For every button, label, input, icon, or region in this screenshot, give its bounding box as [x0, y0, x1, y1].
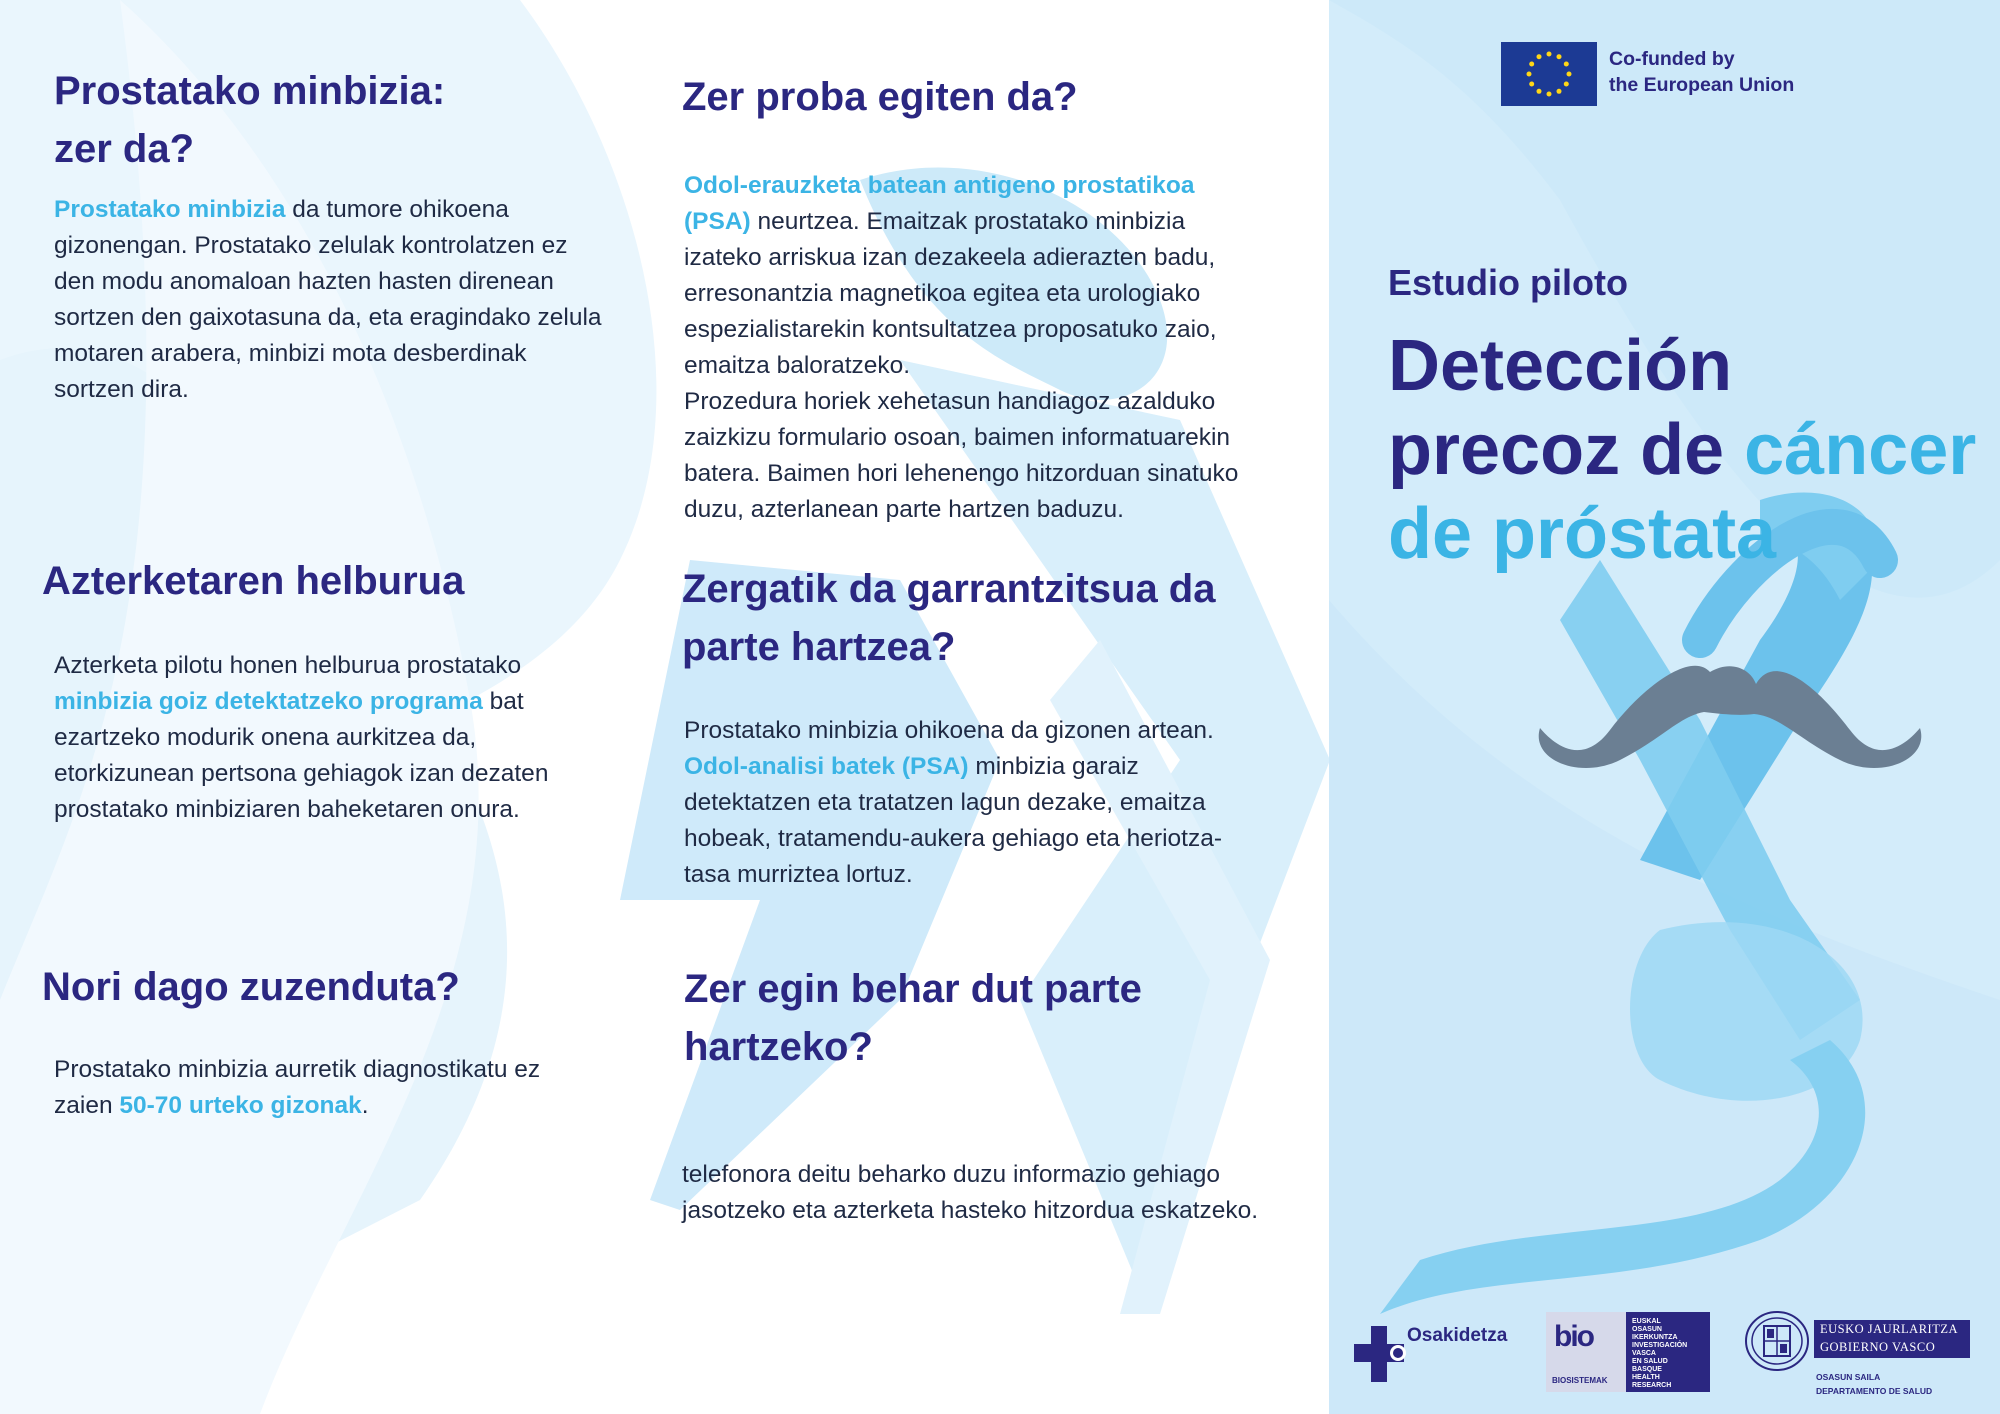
section-audience-highlight: 50-70 urteko gizonak — [119, 1092, 362, 1119]
section-test-line-3: izateko arriskua izan dezakeela adierazten badu, — [684, 244, 1216, 271]
section-participate-line-2: jasotzeko eta azterketa hasteko hitzordua eskatzeko. — [682, 1197, 1259, 1224]
bioef-line-5: VASCA — [1632, 1350, 1656, 1357]
cover-title-line-2 — [1388, 408, 1976, 492]
gov-dept-line-1: OSASUN SAILA — [1816, 1372, 1881, 1382]
section-importance-body-block — [684, 713, 1324, 893]
section-test-line-8: zaizkizu formulario osoan, baimen informatuarekin — [684, 424, 1231, 451]
section-what-is-title — [54, 62, 654, 178]
section-importance-title-1: Zergatik da garrantzitsua da — [682, 567, 1216, 611]
section-test-body-block — [684, 168, 1324, 528]
gov-department — [1816, 1370, 1932, 1398]
section-importance-line-2: minbizia garaiz — [968, 753, 1139, 780]
bioef-line-8: HEALTH — [1632, 1374, 1660, 1381]
section-test-line-10: duzu, azterlanean parte hartzen baduzu. — [684, 496, 1124, 523]
section-what-is — [54, 62, 654, 408]
eu-flag-icon — [1501, 42, 1597, 106]
section-test-highlight-2: (PSA) — [684, 208, 751, 235]
section-importance-title — [682, 560, 1322, 676]
eu-cofunded-text — [1609, 46, 1794, 98]
section-audience-line-1: Prostatako minbizia aurretik diagnostikatu ez — [54, 1056, 541, 1083]
cover-title-line-1: Detección — [1388, 326, 1733, 406]
section-what-is-title-1: Prostatako minbizia: — [54, 69, 446, 113]
section-what-is-line-3: den modu anomaloan hazten hasten direnean — [54, 268, 554, 295]
section-participate — [684, 960, 1324, 1076]
section-participate-line-1: telefonora deitu beharko duzu informazio gehiago — [682, 1161, 1221, 1188]
section-test-line-6: emaitza baloratzeko. — [684, 352, 911, 379]
basque-government-shield-icon — [1744, 1310, 1810, 1372]
section-participate-body-block — [682, 1157, 1342, 1229]
bioef-line-9: RESEARCH — [1632, 1382, 1672, 1389]
cover-title-line-3: de próstata — [1388, 494, 1777, 574]
bioef-line-3: IKERKUNTZA — [1632, 1334, 1678, 1341]
section-test-title: Zer proba egiten da? — [682, 75, 1078, 119]
section-importance — [682, 560, 1322, 676]
section-what-is-highlight: Prostatako minbizia — [54, 196, 286, 223]
section-importance-highlight: Odol-analisi batek (PSA) — [684, 753, 969, 780]
cover-subtitle: Estudio piloto — [1388, 262, 1628, 303]
bioef-line-4: INVESTIGACIÓN — [1632, 1342, 1688, 1349]
eu-line-2: the European Union — [1609, 74, 1795, 96]
section-test-line-2: neurtzea. Emaitzak prostatako minbizia — [750, 208, 1186, 235]
bioef-logo-lines — [1632, 1318, 1706, 1390]
section-audience-body — [54, 1052, 654, 1124]
section-test-line-5: espezialistarekin kontsultatzea proposatuko zaio, — [684, 316, 1217, 343]
bioef-logo-mark: bio — [1554, 1320, 1593, 1353]
section-objective-line-1: Azterketa pilotu honen helburua prostatako — [54, 652, 522, 679]
basque-government-logo — [1814, 1320, 1970, 1358]
bioef-line-2: OSASUN — [1632, 1326, 1662, 1333]
section-what-is-line-6: sortzen dira. — [54, 376, 189, 403]
section-participate-title-1: Zer egin behar dut parte — [684, 967, 1142, 1011]
section-what-is-line-5: motaren arabera, minbizi mota desberdinak — [54, 340, 527, 367]
section-what-is-line-4: sortzen den gaixotasuna da, eta eragindako zelula — [54, 304, 602, 331]
section-objective-line-2: bat — [482, 688, 524, 715]
bioef-line-6: EN SALUD — [1632, 1358, 1668, 1365]
section-importance-body — [684, 713, 1324, 893]
section-test-line-7: Prozedura horiek xehetasun handiagoz azalduko — [684, 388, 1216, 415]
section-what-is-body — [54, 192, 654, 408]
bioef-logo-small: BIOSISTEMAK — [1552, 1376, 1608, 1385]
section-objective-body — [54, 648, 654, 828]
osakidetza-cross-icon — [1354, 1326, 1410, 1382]
cover-title-line-2-b: cáncer — [1744, 410, 1977, 490]
section-audience-line-2-a: zaien — [54, 1092, 120, 1119]
section-objective-title: Azterketaren helburua — [42, 559, 465, 603]
section-importance-line-4: hobeak, tratamendu-aukera gehiago eta heriotza- — [684, 825, 1222, 852]
section-participate-title-2: hartzeko? — [684, 1025, 873, 1069]
section-audience-title: Nori dago zuzenduta? — [42, 965, 460, 1009]
section-objective-line-3: ezartzeko modurik onena aurkitzea da, — [54, 724, 477, 751]
section-what-is-line-1: da tumore ohikoena — [285, 196, 509, 223]
section-importance-line-1: Prostatako minbizia ohikoena da gizonen artean. — [684, 717, 1214, 744]
section-objective-line-4: etorkizunean pertsona gehiagok izan dezaten — [54, 760, 549, 787]
section-objective-highlight: minbizia goiz detektatzeko programa — [54, 688, 483, 715]
section-objective — [42, 552, 642, 610]
section-importance-line-3: detektatzen eta tratatzen lagun dezake, emaitza — [684, 789, 1206, 816]
bioef-line-7: BASQUE — [1632, 1366, 1662, 1373]
section-audience-body-block — [54, 1052, 654, 1124]
section-participate-title — [684, 960, 1324, 1076]
gov-line-2: GOBIERNO VASCO — [1820, 1340, 1936, 1354]
section-audience — [42, 958, 642, 1016]
bioef-logo-mark-area — [1546, 1312, 1626, 1392]
section-objective-line-5: prostatako minbiziaren baheketaren onura. — [54, 796, 520, 823]
section-objective-body-block — [54, 648, 654, 828]
gov-line-1: EUSKO JAURLARITZA — [1820, 1322, 1959, 1336]
section-audience-line-2-b: . — [361, 1092, 369, 1119]
section-test-line-9: batera. Baimen hori lehenengo hitzorduan sinatuko — [684, 460, 1239, 487]
section-what-is-title-2: zer da? — [54, 127, 195, 171]
gov-dept-line-2: DEPARTAMENTO DE SALUD — [1816, 1386, 1933, 1396]
section-importance-title-2: parte hartzea? — [682, 625, 956, 669]
cover-title — [1388, 324, 1976, 576]
bioef-logo — [1546, 1312, 1710, 1392]
cover-title-line-2-a: precoz de — [1388, 410, 1745, 490]
section-participate-body — [682, 1157, 1342, 1229]
section-importance-line-5: tasa murriztea lortuz. — [684, 861, 913, 888]
section-test — [682, 68, 1322, 126]
eu-line-1: Co-funded by — [1609, 48, 1735, 70]
section-test-highlight-1: Odol-erauzketa batean antigeno prostatikoa — [684, 172, 1195, 199]
bioef-line-1: EUSKAL — [1632, 1318, 1661, 1325]
section-what-is-line-2: gizonengan. Prostatako zelulak kontrolatzen ez — [54, 232, 568, 259]
section-test-line-4: erresonantzia magnetikoa egitea eta urologiako — [684, 280, 1201, 307]
osakidetza-logo-text: Osakidetza — [1407, 1325, 1508, 1346]
section-test-body — [684, 168, 1324, 528]
